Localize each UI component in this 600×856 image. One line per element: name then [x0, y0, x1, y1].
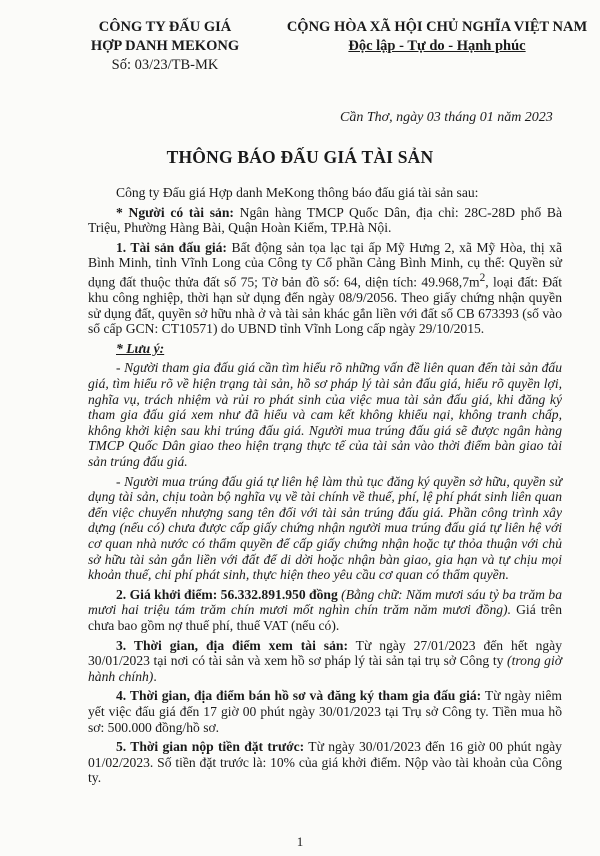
- area-superscript: 2: [479, 271, 486, 284]
- registration-paragraph: [88, 688, 562, 735]
- intro-paragraph: Công ty Đấu giá Hợp danh MeKong thông báo đấu giá tài sản sau:: [116, 185, 479, 200]
- owner-paragraph: [88, 205, 562, 236]
- note-paragraph-1: - Người tham gia đấu giá cần tìm hiểu rõ những vấn đề liên quan đến tài sản đấu giá, tìm hiểu rõ về hiện trạng tài sản, hồ sơ pháp lý tài sản đấu giá, hiểu rõ quyền lợi, nghĩa vụ, trách nhiệm và rủi ro phát sinh của việc mua tài sản đấu giá, khi đăng ký tham gia đấu giá xem như đã hiểu và cam kết không khiếu nại, không tranh chấp, không khởi kiện sau khi trúng đấu giá. Người mua trúng đấu giá sẽ được ngân hàng TMCP Quốc Dân giao theo hiện trạng thực tế của tài sản vào thời điểm bàn giao tài sản trúng đấu giá.: [88, 360, 562, 470]
- document-title: THÔNG BÁO ĐẤU GIÁ TÀI SẢN: [166, 147, 434, 167]
- owner-text: Ngân hàng TMCP Quốc Dân, địa chỉ: 28C-28D phố Bà Triệu, Phường Hàng Bài, Quận Hoàn Kiếm, TP.Hà Nội.: [88, 204, 562, 236]
- document-number: Số: 03/23/TB-MK: [111, 57, 219, 73]
- viewing-label: 3. Thời gian, địa điểm xem tài sản:: [116, 637, 348, 653]
- deposit-text: Từ ngày 30/01/2023 đến 16 giờ 00 phút ngày 01/02/2023. Số tiền đặt trước là: 10% của giá khởi điểm. Nộp vào tài khoản của Công ty.: [88, 739, 562, 786]
- price-in-words: (Bằng chữ: Năm mươi sáu tỷ ba trăm ba mươi hai triệu tám trăm chín mươi mốt nghìn chín trăm năm mươi đồng).: [88, 586, 562, 618]
- price-label: 2. Giá khởi điểm: 56.332.891.950 đồng: [116, 586, 338, 602]
- nation-title: CỘNG HÒA XÃ HỘI CHỦ NGHĨA VIỆT NAM: [286, 19, 588, 35]
- note-label-paragraph: [88, 341, 562, 357]
- price-paragraph: [88, 587, 562, 634]
- asset-label: 1. Tài sản đấu giá:: [116, 239, 227, 255]
- viewing-end: .: [153, 668, 157, 684]
- deposit-label: 5. Thời gian nộp tiền đặt trước:: [116, 739, 305, 755]
- viewing-paragraph: [88, 638, 562, 685]
- note-paragraph-2: - Người mua trúng đấu giá tự liên hệ làm thủ tục đăng ký quyền sở hữu, quyền sử dụng tài sản, chịu toàn bộ nghĩa vụ về tài chính về thuế, phí, lệ phí phát sinh liên quan đến việc chuyển nhượng sang tên đối với tài sản trúng đấu giá. Phần công trình xây dựng (nếu có) chưa được cấp giấy chứng nhận người mua trúng đấu giá tự liên hệ với cơ quan nhà nước có thẩm quyền để cấp giấy chứng nhận hoặc tự thỏa thuận với chủ sở hữu tài sản gắn liền với đất để di dời hoặc nhận bàn giao, gia hạn và tự chịu mọi khoản thuế, chi phí phát sinh, thực hiện theo yêu cầu cơ quan có thẩm quyền.: [88, 473, 562, 583]
- owner-label: * Người có tài sản:: [116, 204, 234, 220]
- document-body: [88, 185, 562, 790]
- issuer-block: [60, 18, 270, 75]
- asset-paragraph: [88, 240, 562, 337]
- page-number: 1: [296, 834, 304, 849]
- company-name-line1: CÔNG TY ĐẤU GIÁ: [98, 19, 232, 35]
- deposit-paragraph: [88, 739, 562, 786]
- date-line: Cần Thơ, ngày 03 tháng 01 năm 2023: [340, 110, 553, 125]
- nation-block: [282, 18, 592, 56]
- asset-text-a: Bất động sản tọa lạc tại ấp Mỹ Hưng 2, xã Mỹ Hòa, thị xã Bình Minh, tỉnh Vĩnh Long của Công ty Cổ phần Cảng Bình Minh, cụ thể: Quyền sử dụng đất thuộc thửa đất số 75; Tờ bản đồ số: 64, diện tích: 49.968,7m: [88, 239, 562, 290]
- nation-motto: Độc lập - Tự do - Hạnh phúc: [348, 38, 526, 54]
- company-name-line2: HỢP DANH MEKONG: [90, 38, 240, 54]
- viewing-hours: (trong giờ hành chính): [88, 653, 562, 684]
- viewing-text: Từ ngày 27/01/2023 đến hết ngày 30/01/2023 tại nơi có tài sản và xem hồ sơ pháp lý tài sản tại trụ sở Công ty: [88, 637, 562, 669]
- note-label: * Lưu ý:: [116, 340, 165, 356]
- asset-text-b: , loại đất: Đất khu công nghiệp, thời hạn sử dụng đến ngày 08/9/2056. Theo giấy chứng nhận quyền sử dụng đất, quyền sở hữu nhà ở và tài sản khác gắn liền với đất số CB 673393 (số vào sổ cấp GCN: CT10571) do UBND tỉnh Vĩnh Long cấp ngày 29/10/2015.: [88, 274, 562, 337]
- registration-label: 4. Thời gian, địa điểm bán hồ sơ và đăng ký tham gia đấu giá:: [116, 688, 482, 704]
- price-tail: Giá trên chưa bao gồm nợ thuế phí, thuế VAT (nếu có).: [88, 602, 563, 633]
- registration-text: Từ ngày niêm yết việc đấu giá đến 17 giờ 00 phút ngày 30/01/2023 tại Trụ sở Công ty. Tiền mua hồ sơ: 500.000 đồng/hồ sơ.: [88, 688, 563, 735]
